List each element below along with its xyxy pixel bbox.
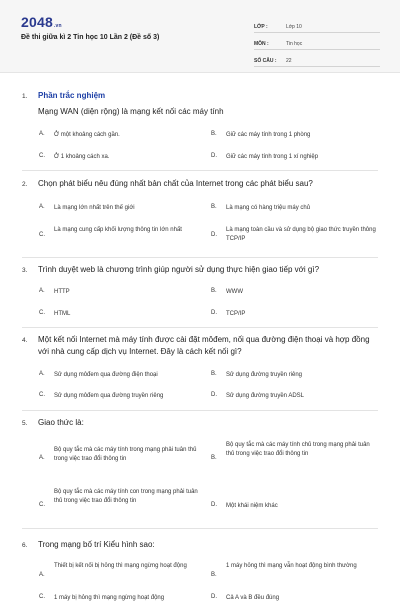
option-text[interactable]: Thiết bị kết nối bị hỏng thì mạng ngừng hoạt động — [54, 563, 187, 569]
option-letter: B. — [211, 131, 217, 137]
option-letter: D. — [211, 232, 217, 238]
option-text[interactable]: Ở một khoảng cách gần. — [54, 132, 120, 138]
option-letter: C. — [39, 502, 45, 508]
meta-value: Tin học — [286, 41, 303, 47]
meta-row-subject — [254, 34, 380, 50]
option-text[interactable]: Bộ quy tắc mà các máy tính chủ trong mạng phải tuân thủ trong việc trao đổi thông tin — [226, 442, 370, 457]
option-letter: B. — [211, 371, 217, 377]
question-divider — [22, 327, 378, 328]
option-text[interactable]: 1 máy bị hỏng thì mạng ngừng hoạt động — [54, 595, 165, 601]
meta-row-class — [254, 17, 380, 33]
option-letter: B. — [211, 572, 217, 578]
option-text[interactable]: Là mạng có hàng triệu máy chủ — [226, 205, 311, 211]
question-divider — [22, 410, 378, 411]
site-logo[interactable] — [21, 14, 62, 30]
option-text[interactable]: Là mạng lớn nhất trên thế giới — [54, 205, 135, 211]
option-text[interactable]: Giữ các máy tính trong 1 phòng — [226, 132, 311, 138]
option-letter: D. — [211, 153, 217, 159]
option-letter: C. — [39, 232, 45, 238]
question-divider — [22, 170, 378, 171]
option-letter: A. — [39, 131, 45, 137]
question-divider — [22, 528, 378, 529]
option-text[interactable]: Giữ các máy tính trong 1 xí nghiệp — [226, 154, 319, 160]
section-title: Phần trắc nghiệm — [38, 91, 106, 100]
logo-main: 2048 — [21, 14, 53, 30]
question-text: Trình duyệt web là chương trình giúp người sử dụng thực hiện giao tiếp với gì? — [38, 265, 320, 274]
option-letter: B. — [211, 455, 217, 461]
option-letter: C. — [39, 310, 45, 316]
meta-value: 22 — [286, 58, 292, 64]
option-text[interactable]: 1 máy hỏng thì mạng vẫn hoạt động bình thường — [226, 563, 357, 569]
question-number: 1. — [22, 93, 28, 100]
question-number: 3. — [22, 267, 28, 274]
meta-label: LỚP : — [254, 24, 268, 30]
option-letter: B. — [211, 204, 217, 210]
exam-title: Đề thi giữa kì 2 Tin học 10 Lần 2 (Đề số 3) — [21, 34, 160, 41]
meta-row-count — [254, 51, 380, 67]
option-text[interactable]: WWW — [226, 289, 243, 295]
option-letter: A. — [39, 455, 45, 461]
option-text[interactable]: Sử dụng đường truyền ADSL — [226, 393, 305, 399]
question-number: 2. — [22, 181, 28, 188]
option-letter: D. — [211, 502, 217, 508]
option-text[interactable]: Bộ quy tắc mà các máy tính con trong mạng phải tuân thủ trong việc trao đổi thông tin — [54, 489, 198, 504]
question-text: Chọn phát biểu nêu đúng nhất bản chất của Internet trong các phát biểu sau? — [38, 179, 313, 188]
meta-label: SỐ CÂU : — [254, 58, 277, 64]
question-number: 4. — [22, 337, 28, 344]
option-letter: D. — [211, 594, 217, 600]
option-letter: C. — [39, 594, 45, 600]
option-text[interactable]: Cả A và B đều đúng — [226, 595, 280, 601]
question-text: Giao thức là: — [38, 418, 84, 427]
option-letter: D. — [211, 392, 217, 398]
meta-label: MÔN : — [254, 41, 269, 47]
option-text[interactable]: HTML — [54, 311, 71, 317]
option-text[interactable]: Sử dụng môđem qua đường truyền riêng — [54, 393, 164, 399]
question-text: Mạng WAN (diện rộng) là mạng kết nối các máy tính — [38, 107, 224, 116]
exam-meta — [254, 17, 380, 68]
option-letter: A. — [39, 204, 45, 210]
question-text: Một kết nối Internet mà máy tính được cài đặt môđem, nối qua đường điện thoại và hợp đồng với nhà cung cấp dịch vụ Internet. Đây là cách kết nối gì? — [38, 335, 370, 356]
option-letter: A. — [39, 371, 45, 377]
exam-header — [0, 0, 400, 73]
question-number: 5. — [22, 420, 28, 427]
option-letter: A. — [39, 288, 45, 294]
option-text[interactable]: Là mạng cung cấp khối lượng thông tin lớn nhất — [54, 227, 182, 233]
option-letter: B. — [211, 288, 217, 294]
option-text[interactable]: HTTP — [54, 289, 70, 295]
option-letter: C. — [39, 392, 45, 398]
option-text[interactable]: Sử dụng đường truyền riêng — [226, 372, 303, 378]
question-number: 6. — [22, 542, 28, 549]
option-text[interactable]: Bộ quy tắc mà các máy tính trong mạng phải tuân thủ trong việc trao đổi thông tin — [54, 447, 197, 462]
question-divider — [22, 257, 378, 258]
option-text[interactable]: Sử dụng môđem qua đường điện thoại — [54, 372, 158, 378]
option-letter: A. — [39, 572, 45, 578]
question-text: Trong mạng bố trí Kiểu hình sao: — [38, 540, 155, 549]
option-text[interactable]: Là mạng toàn cầu và sử dụng bộ giao thức truyền thông TCP/IP — [226, 227, 376, 242]
option-letter: C. — [39, 153, 45, 159]
option-text[interactable]: Ở 1 khoảng cách xa. — [54, 154, 110, 160]
option-text[interactable]: Một khái niệm khác — [226, 503, 278, 509]
option-letter: D. — [211, 310, 217, 316]
meta-value: Lớp 10 — [286, 24, 302, 30]
option-text[interactable]: TCP/IP — [226, 311, 246, 317]
logo-suffix: .vn — [53, 23, 62, 29]
